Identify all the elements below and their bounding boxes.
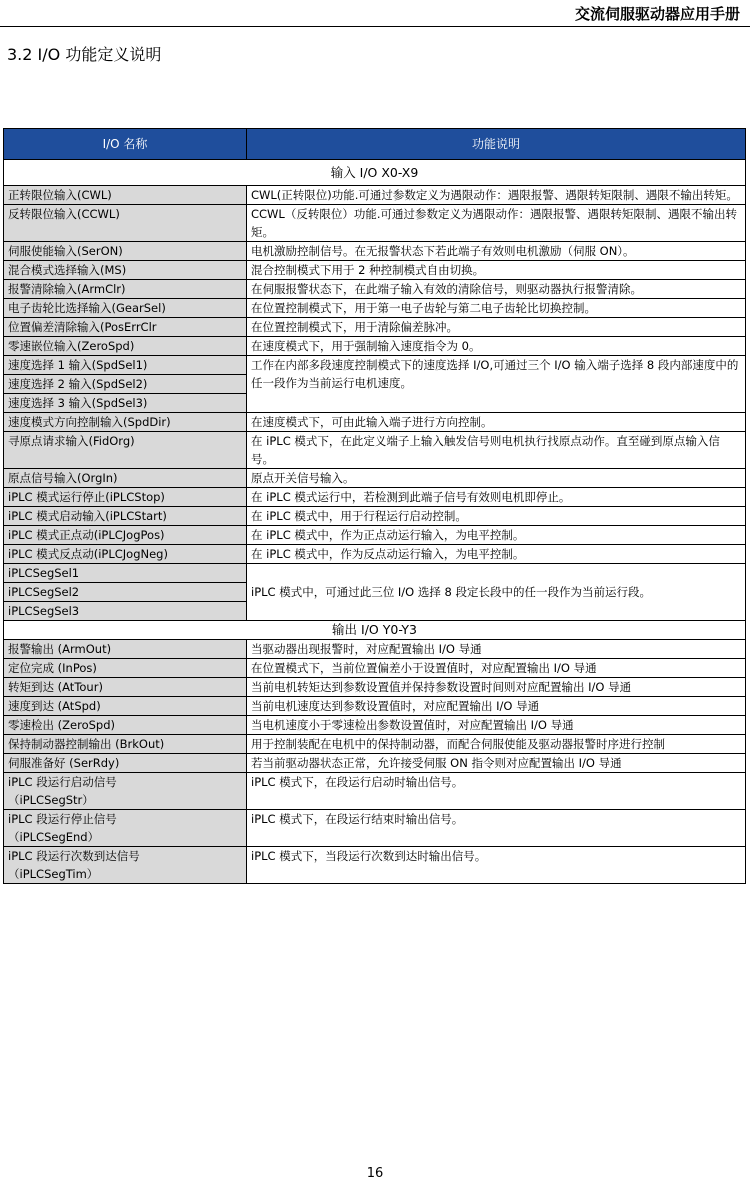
table-row (4, 545, 746, 564)
io-desc: 原点开关信号输入。 (247, 469, 746, 488)
io-desc: iPLC 模式下，当段运行次数到达时输出信号。 (247, 847, 746, 884)
io-desc: iPLC 模式中，可通过此三位 I/O 选择 8 段定长段中的任一段作为当前运行段。 (247, 564, 746, 621)
io-name: iPLCSegSel2 (4, 583, 247, 602)
io-name: 反转限位输入(CCWL) (4, 205, 247, 242)
column-header-function: 功能说明 (247, 129, 746, 160)
io-name: iPLC 模式运行停止(iPLCStop) (4, 488, 247, 507)
table-row (4, 432, 746, 469)
io-name: 伺服使能输入(SerON) (4, 242, 247, 261)
table-row (4, 186, 746, 205)
input-group-row (4, 160, 746, 186)
io-name: 速度选择 1 输入(SpdSel1) (4, 356, 247, 375)
io-desc: 在位置控制模式下，用于第一电子齿轮与第二电子齿轮比切换控制。 (247, 299, 746, 318)
io-desc: 在位置控制模式下，用于清除偏差脉冲。 (247, 318, 746, 337)
io-desc: 在 iPLC 模式下，在此定义端子上输入触发信号则电机执行找原点动作。直至碰到原点输入信号。 (247, 432, 746, 469)
section-title: 3.2 I/O 功能定义说明 (7, 45, 162, 64)
io-name: 转矩到达 (AtTour) (4, 678, 247, 697)
table-row (4, 280, 746, 299)
table-row (4, 716, 746, 735)
io-name: 速度选择 2 输入(SpdSel2) (4, 375, 247, 394)
io-name: 零速检出 (ZeroSpd) (4, 716, 247, 735)
table-header-row (4, 129, 746, 160)
table-row (4, 678, 746, 697)
io-desc: 在 iPLC 模式中，用于行程运行启动控制。 (247, 507, 746, 526)
io-desc: iPLC 模式下，在段运行结束时输出信号。 (247, 810, 746, 847)
io-name: 位置偏差清除输入(PosErrClr (4, 318, 247, 337)
io-name: iPLC 模式启动输入(iPLCStart) (4, 507, 247, 526)
io-desc: 在位置模式下，当前位置偏差小于设置值时，对应配置输出 I/O 导通 (247, 659, 746, 678)
io-name: iPLC 模式反点动(iPLCJogNeg) (4, 545, 247, 564)
table-row (4, 488, 746, 507)
header-rule (0, 26, 750, 27)
input-group-title: 输入 I/O X0-X9 (4, 160, 746, 186)
io-desc: 当前电机速度达到参数设置值时，对应配置输出 I/O 导通 (247, 697, 746, 716)
table-row (4, 773, 746, 810)
io-desc: CCWL（反转限位）功能.可通过参数定义为遇限动作：遇限报警、遇限转矩限制、遇限不输出转矩。 (247, 205, 746, 242)
table-row (4, 564, 746, 583)
table-row (4, 810, 746, 847)
table-row (4, 847, 746, 884)
io-function-table (3, 128, 746, 884)
io-name: 定位完成 (InPos) (4, 659, 247, 678)
io-desc: 若当前驱动器状态正常，允许接受伺服 ON 指令则对应配置输出 I/O 导通 (247, 754, 746, 773)
table-row (4, 507, 746, 526)
io-name: iPLC 段运行启动信号 （iPLCSegStr） (4, 773, 247, 810)
io-desc: 当电机速度小于零速检出参数设置值时，对应配置输出 I/O 导通 (247, 716, 746, 735)
io-name: 报警清除输入(ArmClr) (4, 280, 247, 299)
table-row (4, 413, 746, 432)
io-name: 寻原点请求输入(FidOrg) (4, 432, 247, 469)
io-name: 保持制动器控制输出 (BrkOut) (4, 735, 247, 754)
table-row (4, 526, 746, 545)
page-number: 16 (366, 1166, 384, 1181)
io-desc: 当驱动器出现报警时，对应配置输出 I/O 导通 (247, 640, 746, 659)
table-row (4, 242, 746, 261)
io-name: iPLC 模式正点动(iPLCJogPos) (4, 526, 247, 545)
table-row (4, 299, 746, 318)
table-row (4, 640, 746, 659)
table-row (4, 205, 746, 242)
io-desc: 在伺服报警状态下，在此端子输入有效的清除信号，则驱动器执行报警清除。 (247, 280, 746, 299)
io-desc: 在 iPLC 模式中，作为反点动运行输入，为电平控制。 (247, 545, 746, 564)
io-name: 速度模式方向控制输入(SpdDir) (4, 413, 247, 432)
io-name: 电子齿轮比选择输入(GearSel) (4, 299, 247, 318)
io-name: 速度到达 (AtSpd) (4, 697, 247, 716)
io-name: 混合模式选择输入(MS) (4, 261, 247, 280)
page-header (0, 0, 750, 28)
column-header-io-name: I/O 名称 (4, 129, 247, 160)
io-desc: 在 iPLC 模式中，作为正点动运行输入，为电平控制。 (247, 526, 746, 545)
io-name: 原点信号输入(OrgIn) (4, 469, 247, 488)
output-group-title: 输出 I/O Y0-Y3 (4, 621, 746, 640)
io-name: 正转限位输入(CWL) (4, 186, 247, 205)
io-desc: CWL(正转限位)功能.可通过参数定义为遇限动作：遇限报警、遇限转矩限制、遇限不输出转矩。 (247, 186, 746, 205)
io-desc: iPLC 模式下，在段运行启动时输出信号。 (247, 773, 746, 810)
io-name: 零速嵌位输入(ZeroSpd) (4, 337, 247, 356)
io-name: 报警输出 (ArmOut) (4, 640, 247, 659)
io-name: 伺服准备好 (SerRdy) (4, 754, 247, 773)
io-name: iPLC 段运行次数到达信号 （iPLCSegTim） (4, 847, 247, 884)
io-name: 速度选择 3 输入(SpdSel3) (4, 394, 247, 413)
io-name: iPLC 段运行停止信号 （iPLCSegEnd） (4, 810, 247, 847)
table-row (4, 697, 746, 716)
io-desc: 电机激励控制信号。在无报警状态下若此端子有效则电机激励（伺服 ON）。 (247, 242, 746, 261)
io-name: iPLCSegSel1 (4, 564, 247, 583)
table-row (4, 735, 746, 754)
io-desc: 在 iPLC 模式运行中，若检测到此端子信号有效则电机即停止。 (247, 488, 746, 507)
io-desc: 在速度模式下，用于强制输入速度指令为 0。 (247, 337, 746, 356)
io-desc: 工作在内部多段速度控制模式下的速度选择 I/O,可通过三个 I/O 输入端子选择 8 段内部速度中的任一段作为当前运行电机速度。 (247, 356, 746, 413)
io-desc: 用于控制装配在电机中的保持制动器，而配合伺服使能及驱动器报警时序进行控制 (247, 735, 746, 754)
output-group-row (4, 621, 746, 640)
table-row (4, 318, 746, 337)
io-name: iPLCSegSel3 (4, 602, 247, 621)
io-desc: 在速度模式下，可由此输入端子进行方向控制。 (247, 413, 746, 432)
table-row (4, 261, 746, 280)
io-desc: 当前电机转矩达到参数设置值并保持参数设置时间则对应配置输出 I/O 导通 (247, 678, 746, 697)
table-row (4, 754, 746, 773)
table-row (4, 469, 746, 488)
table-row (4, 356, 746, 375)
header-title: 交流伺服驱动器应用手册 (574, 5, 740, 23)
io-desc: 混合控制模式下用于 2 种控制模式自由切换。 (247, 261, 746, 280)
table-row (4, 659, 746, 678)
table-row (4, 337, 746, 356)
